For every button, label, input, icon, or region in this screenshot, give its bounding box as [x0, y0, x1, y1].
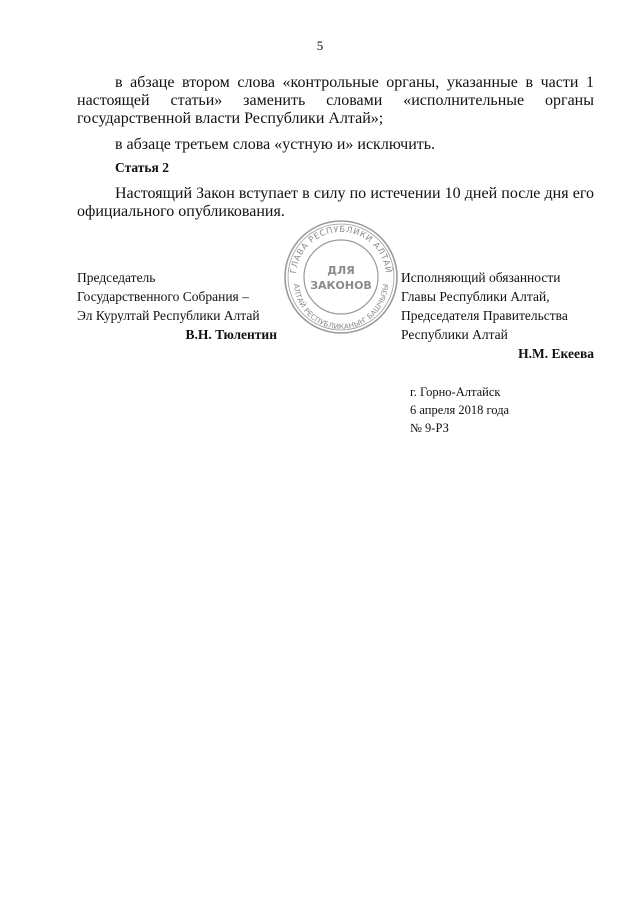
signature-left-line-2: Государственного Собрания – — [77, 289, 249, 304]
signature-left-line-1: Председатель — [77, 270, 156, 285]
law-city: г. Горно-Алтайск — [410, 385, 501, 399]
article-heading: Статья 2 — [115, 160, 169, 175]
law-date: 6 апреля 2018 года — [410, 403, 510, 417]
paragraph-entry-into-force: Настоящий Закон вступает в силу по истечении 10 дней после дня его официального опубликования. — [77, 185, 594, 220]
signature-right-line-2: Главы Республики Алтай, — [401, 289, 550, 304]
signature-right-name: Н.М. Екеева — [518, 346, 594, 361]
seal-ring-bottom-text: АЛТАЙ РЕСПУБЛИКАНЫҤ БАШЧЫЗЫ — [291, 283, 391, 332]
signature-right-line-1: Исполняющий обязанности — [401, 270, 561, 285]
page-number: 5 — [316, 38, 324, 53]
law-number: № 9-РЗ — [410, 421, 449, 435]
signature-block-head — [401, 268, 594, 363]
paragraph-amendment-1: в абзаце втором слова «контрольные органы, указанные в части 1 настоящей статьи» заменить словами «исполнительные органы государственной власти Республики Алтай»; — [77, 74, 594, 127]
official-seal — [282, 218, 400, 336]
seal-ring-top-text: ГЛАВА РЕСПУБЛИКИ АЛТАЙ — [288, 223, 394, 275]
signature-left-name: В.Н. Тюлентин — [185, 327, 277, 342]
signature-right-line-3: Председателя Правительства — [401, 308, 568, 323]
law-details — [410, 383, 509, 437]
signature-left-line-3: Эл Курултай Республики Алтай — [77, 308, 260, 323]
paragraph-amendment-2: в абзаце третьем слова «устную и» исключить. — [115, 136, 436, 153]
signature-right-line-4: Республики Алтай — [401, 327, 508, 342]
seal-center-line-1: ДЛЯ — [327, 264, 355, 277]
signature-block-chairman — [77, 268, 277, 344]
seal-center-line-2: ЗАКОНОВ — [310, 279, 372, 292]
